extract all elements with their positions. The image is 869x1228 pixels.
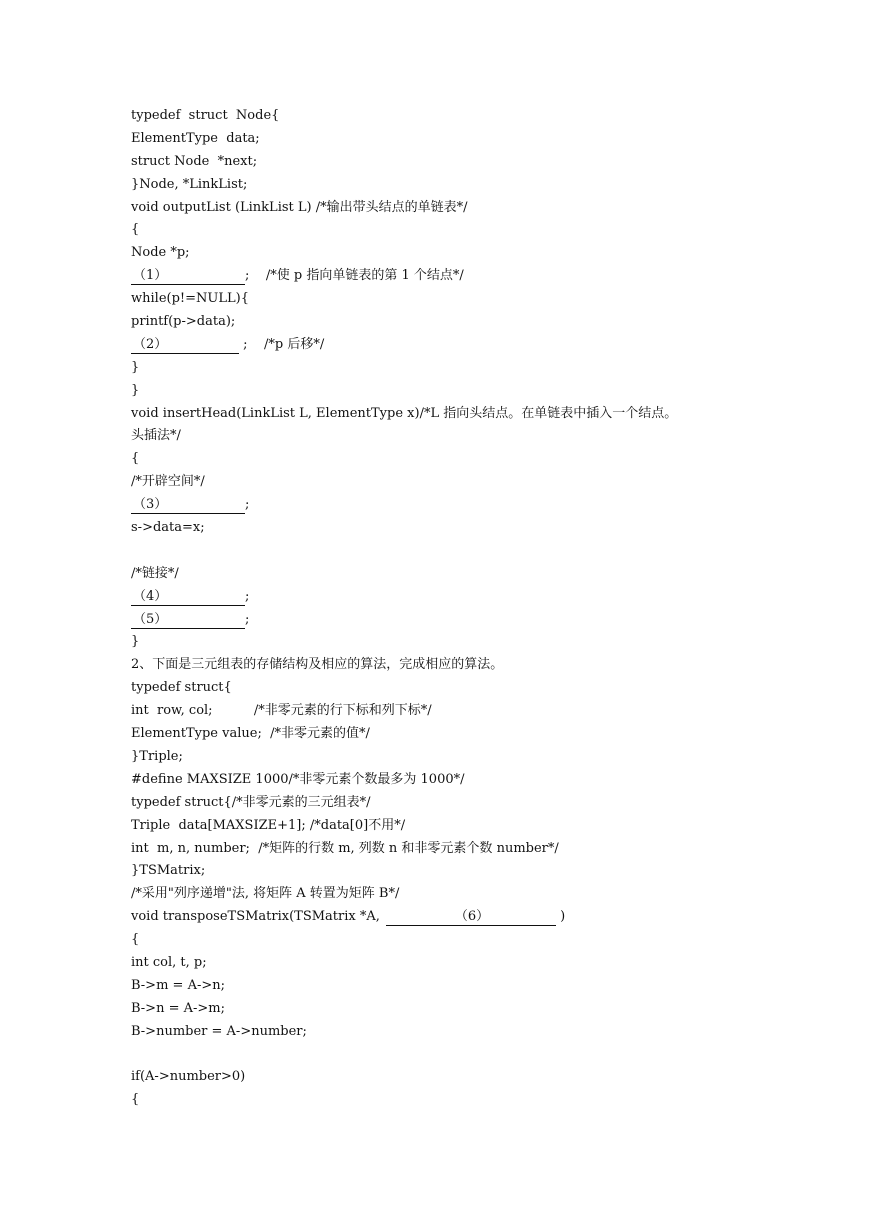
text-line: #define MAXSIZE 1000/*非零元素个数最多为 1000*/: [131, 771, 465, 787]
text-line: }Triple;: [131, 748, 183, 764]
text-line: [131, 494, 677, 517]
text-line: B->number = A->number;: [131, 1023, 307, 1039]
text-line: {: [131, 932, 140, 948]
text-line: {: [131, 451, 140, 467]
code-listing: [131, 105, 677, 1112]
text-line: }Node, *LinkList;: [131, 176, 248, 192]
text-line: typedef struct Node{: [131, 108, 280, 123]
text-line: }: [131, 634, 140, 650]
text-line: [131, 586, 677, 609]
text-line: int col, t, p;: [131, 954, 207, 970]
text-line: 2、下面是三元组表的存储结构及相应的算法，完成相应的算法。: [131, 657, 504, 673]
fill-in-blank[interactable]: （2）: [131, 336, 239, 354]
text-line: }TSMatrix;: [131, 863, 206, 879]
text-line: /*开辟空间*/: [131, 474, 205, 490]
fill-in-blank[interactable]: （5）: [131, 611, 245, 629]
text-line: Node *p;: [131, 245, 190, 261]
text-line: {: [131, 222, 140, 238]
text-line: if(A->number>0): [131, 1069, 246, 1085]
fill-in-blank[interactable]: （3）: [131, 496, 245, 514]
fill-in-blank[interactable]: （6）: [386, 908, 556, 926]
text-line: void outputList (LinkList L) /*输出带头结点的单链表*/: [131, 199, 468, 215]
line-rest: ): [556, 909, 566, 925]
text-line: int row, col; /*非零元素的行下标和列下标*/: [131, 703, 432, 719]
line-prefix: void transposeTSMatrix(TSMatrix *A,: [131, 909, 385, 925]
text-line: [131, 540, 677, 563]
text-line: 头插法*/: [131, 428, 181, 444]
text-line: while(p!=NULL){: [131, 291, 249, 307]
line-rest: ;: [245, 588, 250, 604]
text-line: /*链接*/: [131, 565, 179, 581]
text-line: typedef struct{/*非零元素的三元组表*/: [131, 794, 371, 810]
text-line: {: [131, 1092, 140, 1108]
text-line: s->data=x;: [131, 520, 205, 536]
text-line: B->m = A->n;: [131, 977, 225, 993]
text-line: printf(p->data);: [131, 314, 236, 330]
text-line: [131, 1044, 677, 1067]
fill-in-blank[interactable]: （1）: [131, 267, 245, 285]
text-line: int m, n, number; /*矩阵的行数 m, 列数 n 和非零元素个数 number*/: [131, 840, 559, 856]
line-rest: ;: [245, 497, 250, 513]
text-line: [131, 906, 677, 929]
text-line: }: [131, 359, 140, 375]
line-rest: ;: [245, 611, 250, 627]
text-line: B->n = A->m;: [131, 1000, 225, 1016]
text-line: [131, 265, 677, 288]
fill-in-blank[interactable]: （4）: [131, 588, 245, 606]
line-rest: ; /*p 后移*/: [239, 336, 325, 352]
line-rest: ; /*使 p 指向单链表的第 1 个结点*/: [245, 268, 464, 284]
text-line: ElementType value; /*非零元素的值*/: [131, 726, 370, 742]
text-line: typedef struct{: [131, 680, 232, 696]
text-line: void insertHead(LinkList L, ElementType x)/*L 指向头结点。在单链表中插入一个结点。: [131, 405, 678, 421]
text-line: [131, 609, 677, 632]
text-line: struct Node *next;: [131, 153, 258, 169]
text-line: ElementType data;: [131, 130, 260, 146]
text-line: }: [131, 382, 140, 398]
text-line: [131, 334, 677, 357]
text-line: /*采用"列序递增"法, 将矩阵 A 转置为矩阵 B*/: [131, 886, 400, 902]
text-line: Triple data[MAXSIZE+1]; /*data[0]不用*/: [131, 817, 406, 833]
